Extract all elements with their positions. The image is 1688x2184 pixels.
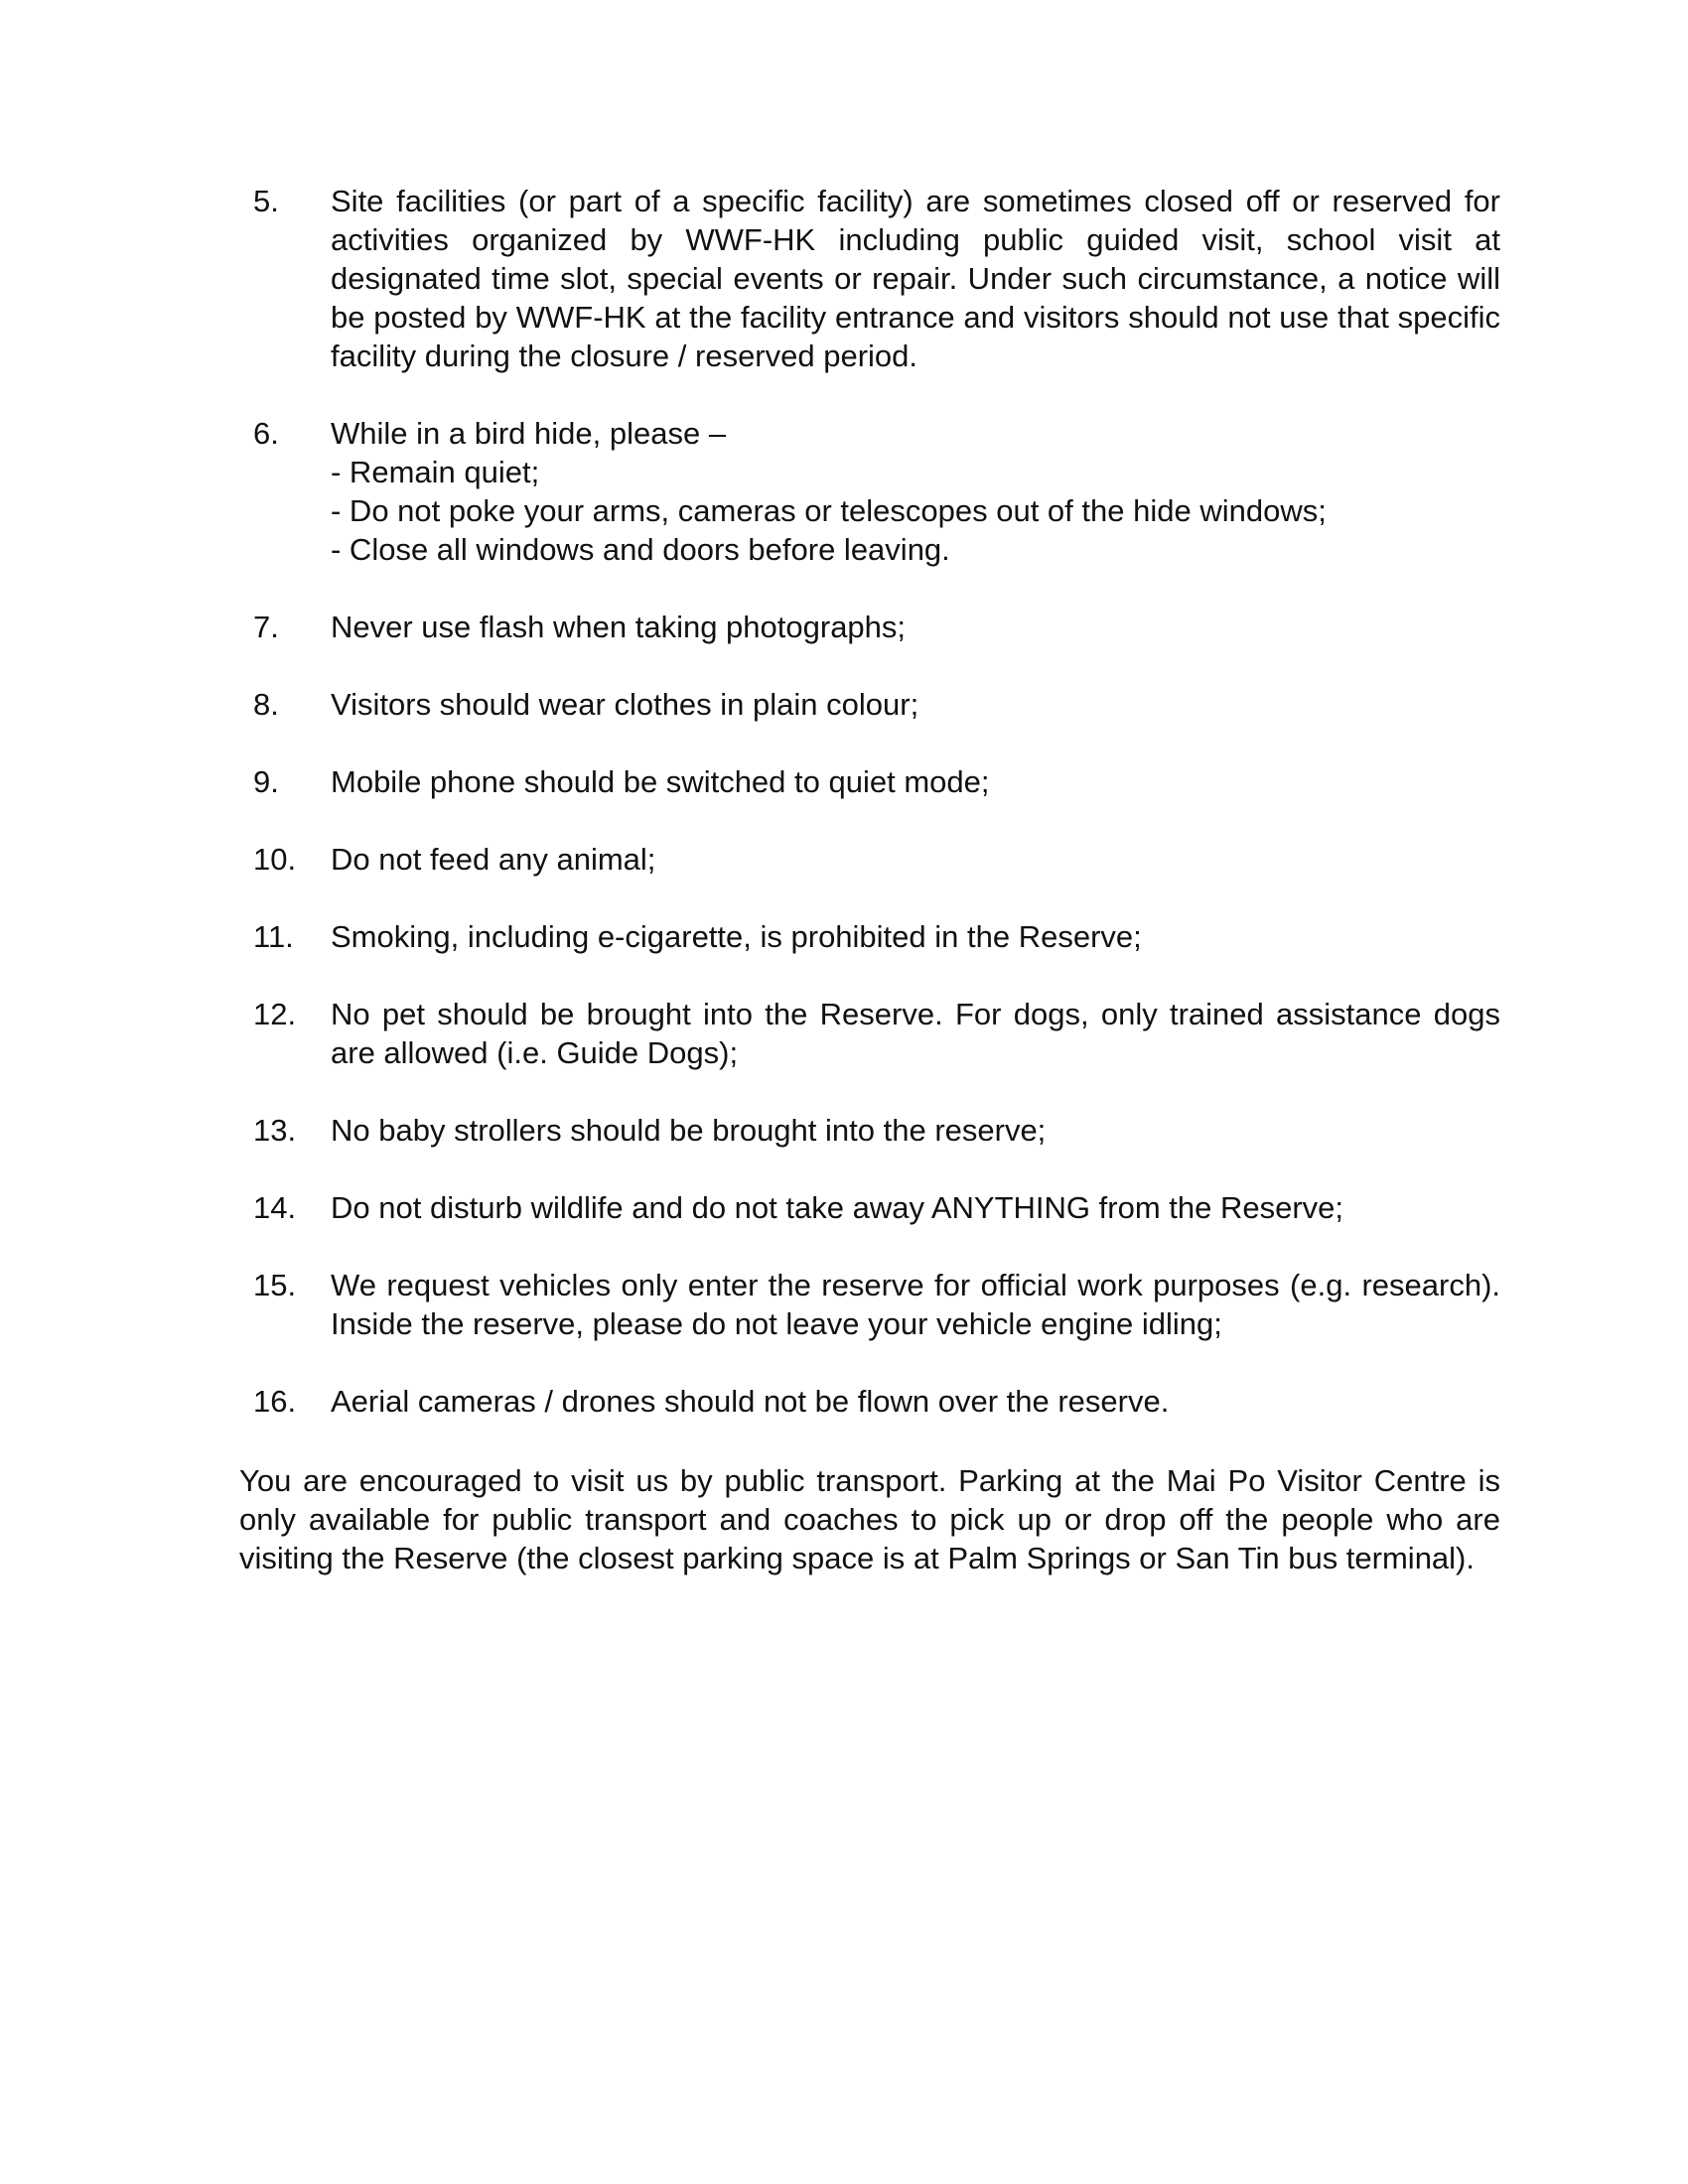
rule-text: Mobile phone should be switched to quiet mode; bbox=[331, 764, 990, 799]
rule-12 bbox=[239, 995, 1500, 1072]
rule-text: Never use flash when taking photographs; bbox=[331, 610, 907, 644]
rule-number: 7. bbox=[253, 610, 279, 644]
rule-10 bbox=[239, 840, 1500, 879]
rule-number: 8. bbox=[253, 687, 279, 722]
rule-number: 13. bbox=[253, 1113, 297, 1148]
rule-number: 10. bbox=[253, 842, 297, 877]
rule-7 bbox=[239, 608, 1500, 646]
rule-number: 9. bbox=[253, 764, 279, 799]
rule-text bbox=[331, 414, 1500, 569]
rule-line-windows: - Do not poke your arms, cameras or telescopes out of the hide windows; bbox=[331, 493, 1327, 528]
rule-line-close: - Close all windows and doors before leaving. bbox=[331, 532, 950, 567]
rule-11 bbox=[239, 917, 1500, 956]
rule-line-quiet: - Remain quiet; bbox=[331, 455, 540, 489]
rule-text: Site facilities (or part of a specific facility) are sometimes closed off or reserved for activities organized by WWF-HK including public guided visit, school visit at designated time slot, special events or repair. Under such circumstance, a notice will be posted by WWF-HK at the facility entrance and visitors should not use that specific facility during the closure / reserved period. bbox=[331, 184, 1500, 373]
rule-text: We request vehicles only enter the reserve for official work purposes (e.g. research). Inside the reserve, please do not leave your vehicle engine idling; bbox=[331, 1268, 1500, 1341]
rule-number: 12. bbox=[253, 997, 297, 1031]
rule-number: 16. bbox=[253, 1384, 297, 1419]
closing-paragraph: You are encouraged to visit us by public transport. Parking at the Mai Po Visitor Centre is only available for public transport and coaches to pick up or drop off the people who are visiting the Reserve (the closest parking space is at Palm Springs or San Tin bus terminal). bbox=[239, 1463, 1500, 1575]
rule-text: Smoking, including e-cigarette, is prohibited in the Reserve; bbox=[331, 919, 1142, 954]
rule-number: 11. bbox=[253, 919, 294, 954]
rule-text: Do not feed any animal; bbox=[331, 842, 656, 877]
rule-text: No pet should be brought into the Reserve. For dogs, only trained assistance dogs are allowed (i.e. Guide Dogs); bbox=[331, 997, 1500, 1070]
rule-8 bbox=[239, 685, 1500, 724]
rules-list bbox=[239, 182, 1500, 1459]
rule-text: No baby strollers should be brought into the reserve; bbox=[331, 1113, 1047, 1148]
rule-6 bbox=[239, 414, 1500, 569]
rule-text: Visitors should wear clothes in plain colour; bbox=[331, 687, 919, 722]
rule-15 bbox=[239, 1266, 1500, 1343]
rule-9 bbox=[239, 762, 1500, 801]
rule-14 bbox=[239, 1188, 1500, 1227]
rule-number: 15. bbox=[253, 1268, 297, 1302]
rule-text: Aerial cameras / drones should not be flown over the reserve. bbox=[331, 1384, 1170, 1419]
rule-line-intro: While in a bird hide, please – bbox=[331, 416, 727, 451]
rule-number: 6. bbox=[253, 416, 279, 451]
rule-text: Do not disturb wildlife and do not take away ANYTHING from the Reserve; bbox=[331, 1190, 1344, 1225]
rule-number: 14. bbox=[253, 1190, 297, 1225]
rule-number: 5. bbox=[253, 184, 279, 218]
rule-13 bbox=[239, 1111, 1500, 1150]
rule-16 bbox=[239, 1382, 1500, 1421]
rule-5 bbox=[239, 182, 1500, 375]
